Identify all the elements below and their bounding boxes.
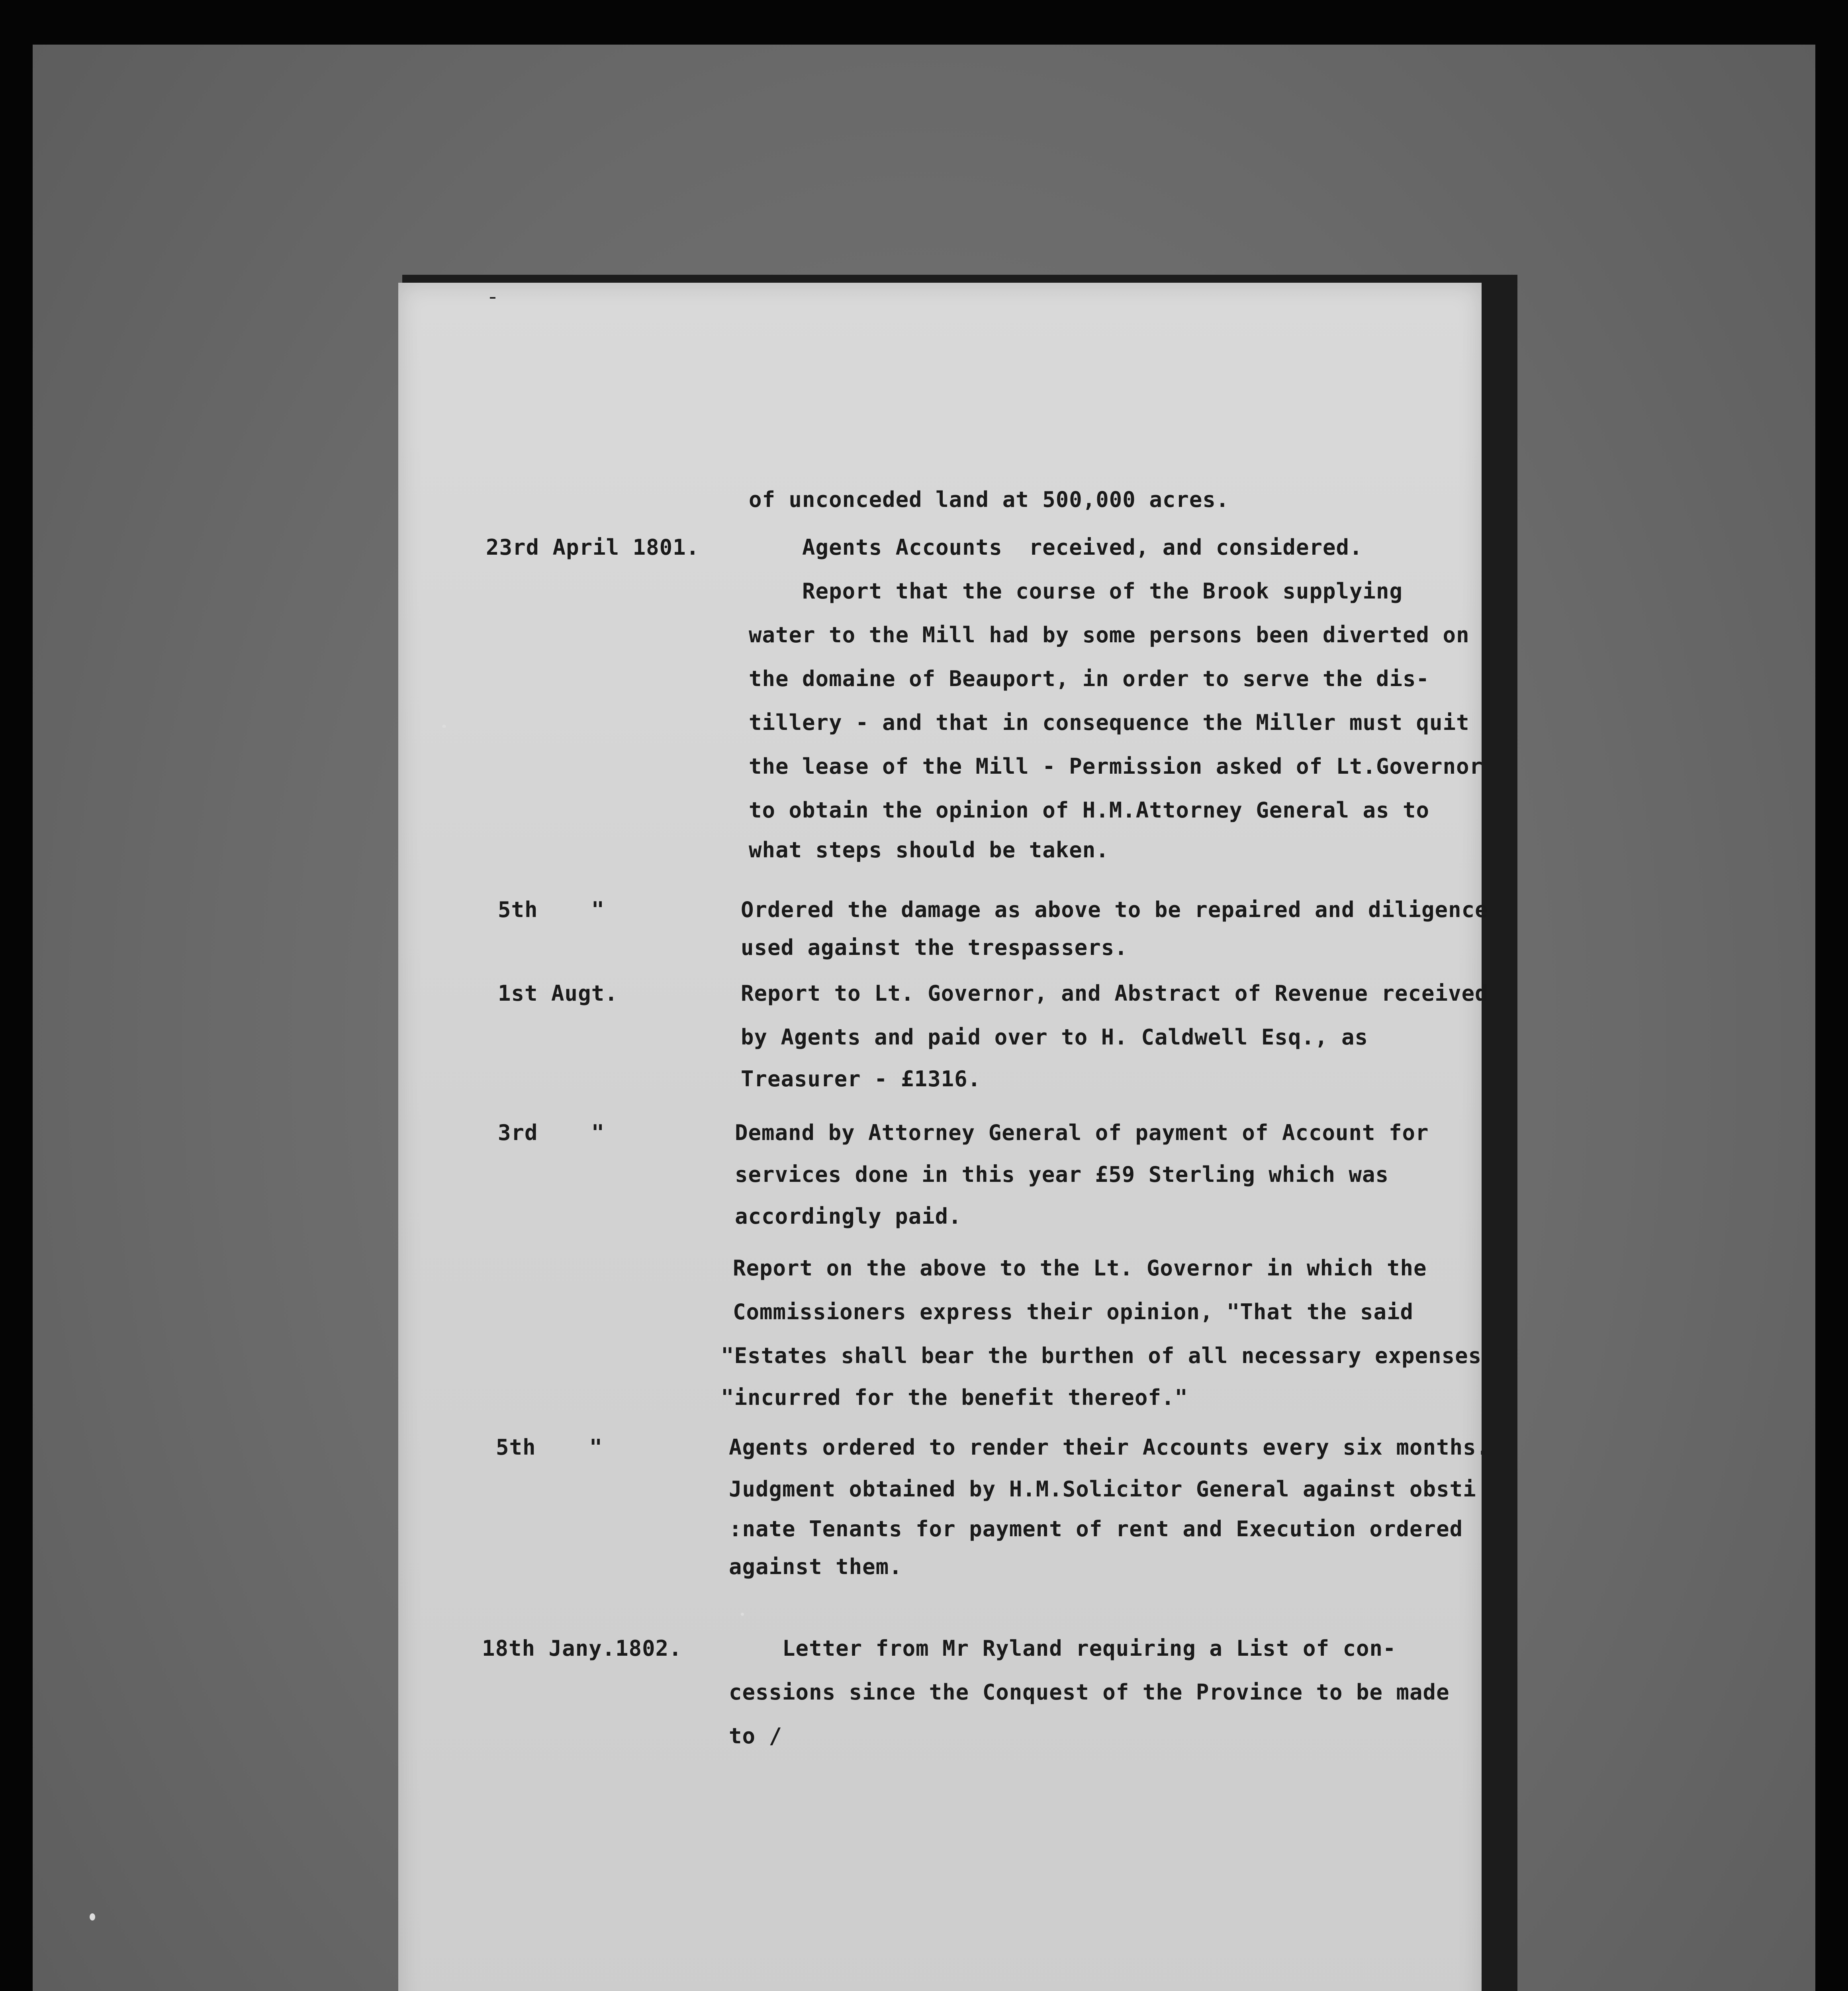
text-line: of unconceded land at 500,000 acres. <box>749 487 1229 512</box>
film-speck <box>741 1613 744 1616</box>
text-line: Agents ordered to render their Accounts every six months. <box>729 1435 1490 1460</box>
text-line: Report on the above to the Lt. Governor in which the <box>733 1256 1427 1281</box>
text-line: "incurred for the benefit thereof." <box>721 1385 1188 1410</box>
text-line: accordingly paid. <box>735 1204 962 1229</box>
text-line: Treasurer - £1316. <box>741 1066 981 1091</box>
text-line: Ordered the damage as above to be repaired and diligence <box>741 897 1488 922</box>
document-text <box>398 283 1490 1991</box>
text-line: what steps should be taken. <box>749 837 1109 863</box>
date-entry: 3rd " <box>498 1120 605 1145</box>
page-mark <box>490 297 495 299</box>
date-entry: 5th " <box>496 1435 603 1460</box>
text-line: Letter from Mr Ryland requiring a List of con- <box>729 1636 1396 1661</box>
text-line: used against the trespassers. <box>741 935 1128 960</box>
text-line: services done in this year £59 Sterling which was <box>735 1162 1389 1187</box>
text-line: water to the Mill had by some persons been diverted on <box>749 622 1470 647</box>
text-line: Commissioners express their opinion, "That the said <box>733 1299 1414 1324</box>
text-line: :nate Tenants for payment of rent and Execution ordered <box>729 1516 1463 1541</box>
text-line: against them. <box>729 1554 902 1579</box>
text-line: Report that the course of the Brook supplying <box>749 579 1403 604</box>
text-line: Judgment obtained by H.M.Solicitor General against obsti <box>729 1477 1476 1502</box>
text-line: tillery - and that in consequence the Miller must quit <box>749 710 1470 735</box>
text-line: Report to Lt. Governor, and Abstract of Revenue received <box>741 981 1488 1006</box>
text-line: to obtain the opinion of H.M.Attorney General as to <box>749 798 1430 823</box>
text-line: the domaine of Beauport, in order to serve the dis- <box>749 666 1430 691</box>
date-entry: 18th Jany.1802. <box>482 1636 682 1661</box>
text-line: by Agents and paid over to H. Caldwell Esq., as <box>741 1025 1368 1050</box>
film-speck <box>442 725 446 728</box>
text-line: the lease of the Mill - Permission asked of Lt.Governor <box>749 754 1483 779</box>
date-entry: 23rd April 1801. <box>486 535 700 560</box>
date-entry: 1st Augt. <box>498 981 618 1006</box>
text-line: to / <box>729 1723 783 1748</box>
text-line: Agents Accounts received, and considered. <box>749 535 1363 560</box>
text-line: "Estates shall bear the burthen of all necessary expenses <box>721 1343 1482 1368</box>
film-speck <box>90 1913 95 1921</box>
text-line: Demand by Attorney General of payment of Account for <box>735 1120 1429 1145</box>
text-line: cessions since the Conquest of the Province to be made <box>729 1680 1450 1705</box>
date-entry: 5th " <box>498 897 605 922</box>
